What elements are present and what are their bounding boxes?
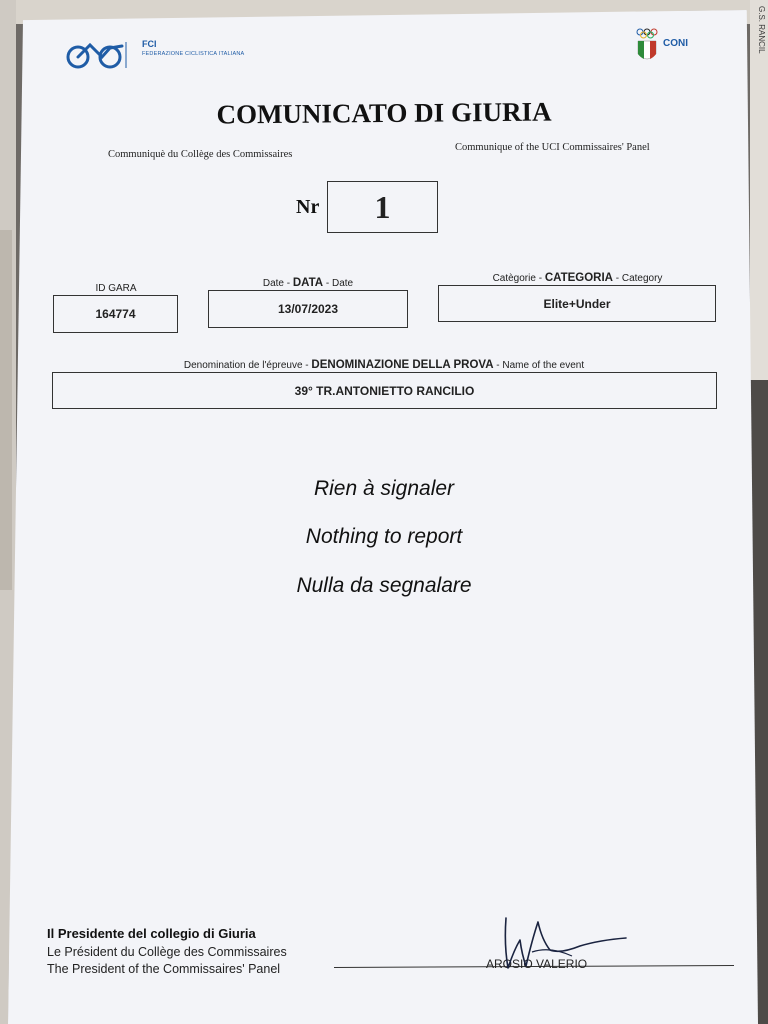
id-gara-value: 164774 [95, 307, 136, 321]
category-label-it: CATEGORIA [544, 272, 613, 284]
report-french: Rien à signaler [313, 477, 455, 500]
event-label-it: DENOMINAZIONE DELLA PROVA [311, 359, 494, 371]
date-value: 13/07/2023 [277, 302, 339, 316]
handwritten-signature [480, 910, 630, 980]
fci-logo-title: FCI [142, 39, 157, 49]
coni-logo-text: CONI [663, 38, 688, 49]
document-sheet [8, 10, 758, 1024]
president-title-english: The President of the Commissaires' Panel [47, 962, 281, 976]
date-label-it: DATA [292, 277, 324, 289]
fci-logo-subtitle: FEDERAZIONE CICLISTICA ITALIANA [142, 51, 245, 57]
subtitle-french: Communiquè du Collège des Commissaires [108, 149, 293, 160]
id-gara-box [53, 295, 178, 333]
fci-cycling-logo-icon [64, 40, 130, 70]
coni-olympic-logo-icon [634, 28, 664, 68]
event-label-fr: Denomination de l'épreuve - [183, 360, 312, 371]
signer-name: AROSIO VALERIO [486, 957, 588, 971]
number-label: Nr [296, 196, 320, 218]
category-label-fr: Catègorie - [492, 273, 545, 284]
date-label [209, 277, 407, 289]
background-edge-text: G.S. RANCIL [757, 6, 766, 54]
president-title-french: Le Président du Collège des Commissaires [47, 945, 287, 959]
category-value: Elite+Under [543, 296, 611, 311]
president-title-italian: Il Presidente del collegio di Giuria [47, 926, 256, 941]
date-label-fr: Date - [262, 278, 293, 289]
number-value: 1 [374, 188, 391, 225]
number-box [327, 181, 438, 233]
event-name-value: 39° TR.ANTONIETTO RANCILIO [294, 383, 475, 398]
subtitle-english: Communique of the UCI Commissaires' Panel [455, 142, 650, 153]
category-box [438, 285, 716, 322]
report-italian: Nulla da segnalare [296, 574, 472, 597]
category-label-en: - Category [612, 273, 663, 284]
report-english: Nothing to report [305, 525, 463, 548]
event-name-label [52, 359, 716, 371]
date-label-en: - Date [323, 278, 354, 289]
fci-logo-text [142, 40, 244, 58]
category-label [439, 272, 716, 284]
id-gara-label: ID GARA [95, 283, 137, 294]
event-label-en: - Name of the event [493, 360, 585, 371]
event-name-box [52, 372, 717, 409]
date-box [208, 290, 408, 328]
document-title: COMUNICATO DI GIURIA [216, 96, 552, 130]
